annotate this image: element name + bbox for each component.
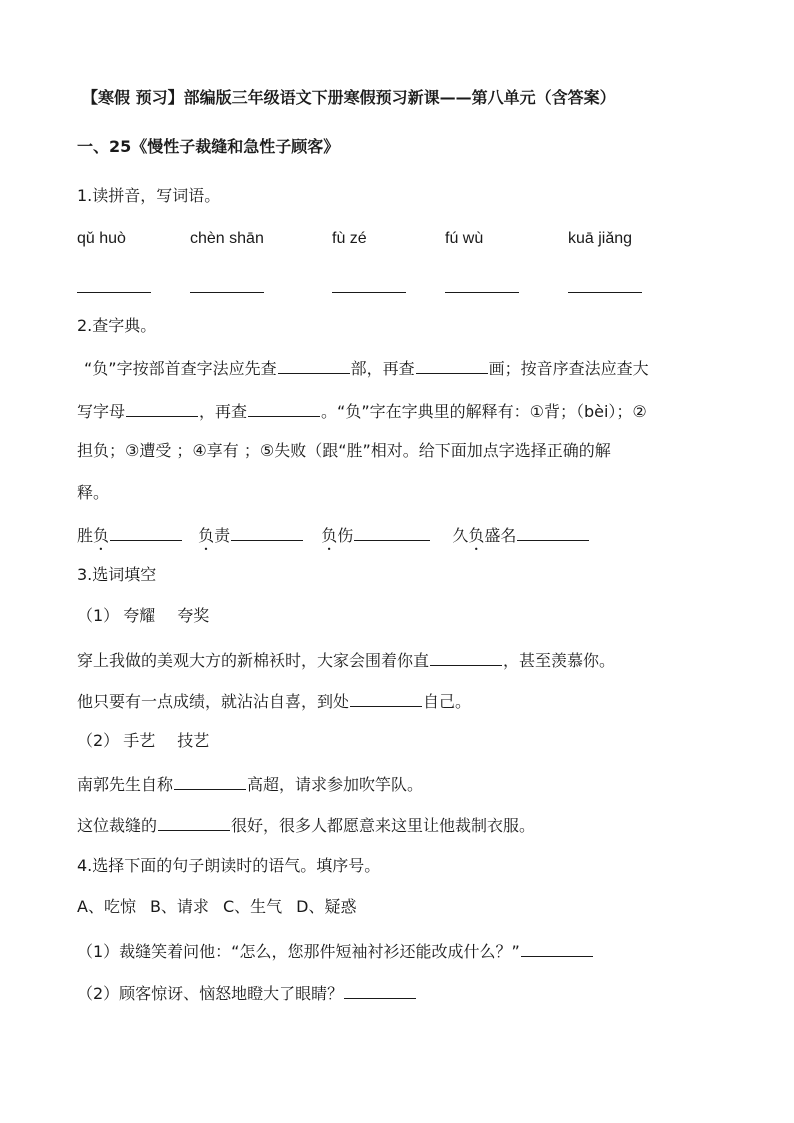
answer-blank-row <box>77 274 754 294</box>
answer-blank-5[interactable] <box>568 274 642 293</box>
word-item-2: 负责 <box>198 526 231 545</box>
pinyin-1: qǔ huò <box>77 230 126 247</box>
word-item-4: 久负盛名 <box>452 526 517 545</box>
word-option-4: 技艺 <box>177 731 210 750</box>
word-blank-1[interactable] <box>110 524 182 541</box>
answer-blank-2[interactable] <box>190 274 264 293</box>
answer-blank-1[interactable] <box>77 274 151 293</box>
q3-group-2-number: （2） <box>77 731 120 750</box>
sentence-2-blank[interactable] <box>350 690 422 707</box>
q4-item-1: （1）裁缝笑着问他：“怎么，您那件短袖衬衫还能改成什么？” <box>77 940 754 962</box>
q3-group-2-words <box>77 731 754 751</box>
answer-blank-3[interactable] <box>332 274 406 293</box>
q4-item-2-blank[interactable] <box>344 982 416 999</box>
word-blank-3[interactable] <box>354 524 430 541</box>
q3-sentence-1: 穿上我做的美观大方的新棉袄时，大家会围着你直 ，甚至羡慕你。 <box>77 651 616 670</box>
pinyin-row <box>77 229 754 249</box>
q2-line-2-text-a: 写字母 <box>77 402 126 421</box>
word-blank-4[interactable] <box>517 524 589 541</box>
question-2-label: 2.查字典。 <box>77 316 157 335</box>
radical-blank[interactable] <box>278 357 350 374</box>
sentence-3-blank[interactable] <box>174 773 246 790</box>
tone-option-a: A、吃惊 <box>77 897 136 916</box>
tone-option-d: D、疑惑 <box>296 897 357 916</box>
word-option-2: 夸奖 <box>177 606 210 625</box>
stroke-count-blank[interactable] <box>416 357 488 374</box>
question-1-label: 1.读拼音，写词语。 <box>77 186 221 205</box>
section-heading: 一、25《慢性子裁缝和急性子顾客》 <box>77 137 340 156</box>
question-4-label: 4.选择下面的句子朗读时的语气。填序号。 <box>77 856 381 875</box>
q2-line-2-text-c: 。“负”字在字典里的解释有：①背；（bèi）；② <box>321 402 647 421</box>
pinyin-4: fú wù <box>445 230 484 247</box>
q2-line-1-text-c: 画；按音序查法应查大 <box>488 359 649 378</box>
capital-letter-blank[interactable] <box>126 400 198 417</box>
q2-line-2-text-b: ，再查 <box>199 402 248 421</box>
q4-item-1-blank[interactable] <box>521 940 593 957</box>
q2-line-3: 担负；③遭受 ；④享有 ；⑤失败（跟“胜”相对。给下面加点字选择正确的解 <box>77 441 611 460</box>
question-3-label: 3.选词填空 <box>77 565 157 584</box>
q2-line-1-text-a: “负”字按部首查字法应先查 <box>84 359 277 378</box>
word-item-3: 负伤 <box>321 526 354 545</box>
word-item-1: 胜负 <box>77 526 110 545</box>
q4-item-2: （2）顾客惊讶、恼怒地瞪大了眼睛？ <box>77 982 754 1004</box>
q3-group-1-words <box>77 606 754 626</box>
q2-line-1 <box>84 357 754 379</box>
pinyin-5: kuā jiǎng <box>568 230 633 247</box>
pinyin-3: fù zé <box>332 230 367 247</box>
sentence-1-blank[interactable] <box>430 649 502 666</box>
q3-sentence-3: 南郭先生自称 高超，请求参加吹竽队。 <box>77 775 424 794</box>
tone-option-c: C、生气 <box>222 897 283 916</box>
q2-line-1-text-b: 部，再查 <box>350 359 415 378</box>
q2-line-4: 释。 <box>77 483 110 502</box>
syllable-blank[interactable] <box>248 400 320 417</box>
q3-sentence-2: 他只要有一点成绩，就沾沾自喜，到处 自己。 <box>77 692 472 711</box>
tone-option-b: B、请求 <box>149 897 209 916</box>
word-blank-2[interactable] <box>231 524 303 541</box>
tone-options <box>77 897 754 917</box>
document-title: 【寒假 预习】部编版三年级语文下册寒假预习新课——第八单元（含答案） <box>82 88 616 107</box>
q3-group-1-number: （1） <box>77 606 120 625</box>
word-option-1: 夸耀 <box>123 606 156 625</box>
answer-blank-4[interactable] <box>445 274 519 293</box>
pinyin-2: chèn shān <box>190 230 264 247</box>
q3-sentence-4: 这位裁缝的 很好，很多人都愿意来这里让他裁制衣服。 <box>77 816 536 835</box>
q2-word-row <box>77 524 754 554</box>
word-option-3: 手艺 <box>123 731 156 750</box>
q2-line-2 <box>77 400 754 422</box>
sentence-4-blank[interactable] <box>158 814 230 831</box>
